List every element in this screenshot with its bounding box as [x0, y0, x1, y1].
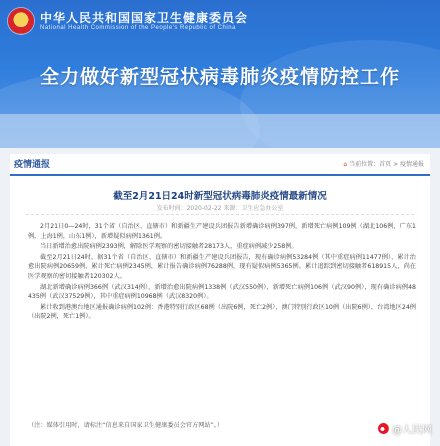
article-panel	[10, 176, 430, 446]
banner-landscape	[0, 114, 440, 148]
home-icon: ⌂	[343, 161, 348, 168]
article-note: （注：媒体引用时，请标注“信息来自国家卫生健康委员会官方网站”。）	[28, 422, 224, 429]
article-title: 截至2月21日24时新型冠状病毒肺炎疫情最新情况	[113, 191, 327, 202]
article-paragraph: 2月21日0—24时，31个省（自治区、直辖市）和新疆生产建设兵团报告新增确诊病例397例，新增死亡病例109例（湖北106例，广东1例，上海1例，山东1例），新增疑似病例1361例。	[28, 223, 416, 240]
breadcrumb	[343, 159, 424, 168]
org-name-cn: 中华人民共和国国家卫生健康委员会	[40, 11, 249, 25]
article-paragraph: 湖北新增确诊病例366例（武汉314例），新增治愈出院病例1338例（武汉550例），新增死亡病例106例（武汉90例），现有确诊病例48435例（武汉37529例），其中重症病例10968例（武汉8320例）。	[28, 283, 416, 301]
national-emblem-icon	[8, 8, 34, 34]
article-body	[28, 222, 416, 323]
banner-headline: 全力做好新型冠状病毒肺炎疫情防控工作	[39, 66, 400, 88]
article-paragraph: 截至2月21日24时，据31个省（自治区、直辖市）和新疆生产建设兵团报告，现有确诊病例53284例（其中重症病例11477例），累计治愈出院病例20659例，累计死亡病例2345例，累计报告确诊病例76288例，现有疑似病例5365例。累计追踪到密切接触者618915人，尚在医学观察的密切接触者120302人。	[28, 253, 416, 280]
tab-epidemic-report[interactable]: 疫情通报	[14, 160, 51, 170]
content-area	[0, 148, 440, 446]
org-name-en: National Health Commission of the People's Republic of China	[40, 25, 236, 31]
watermark	[378, 421, 432, 436]
article-meta: 发布时间：2020-02-22 来源：卫生应急办公室	[156, 205, 284, 212]
divider	[26, 214, 414, 215]
article-paragraph: 当日新增治愈出院病例2393例，解除医学观察的密切接触者28173人，重症病例减少258例。	[40, 243, 298, 251]
watermark-text: @人民网	[392, 425, 432, 436]
breadcrumb-text[interactable]: 当前位置：首页 > 疫情通报	[349, 161, 424, 168]
article-paragraph: 累计收到港澳台地区通报确诊病例102例：香港特别行政区68例（出院6例，死亡2例），澳门特别行政区10例（出院6例），台湾地区24例（出院2例，死亡1例）。	[28, 303, 416, 321]
weibo-icon	[378, 423, 389, 434]
header-banner	[0, 0, 440, 148]
section-tabbar	[10, 154, 430, 176]
